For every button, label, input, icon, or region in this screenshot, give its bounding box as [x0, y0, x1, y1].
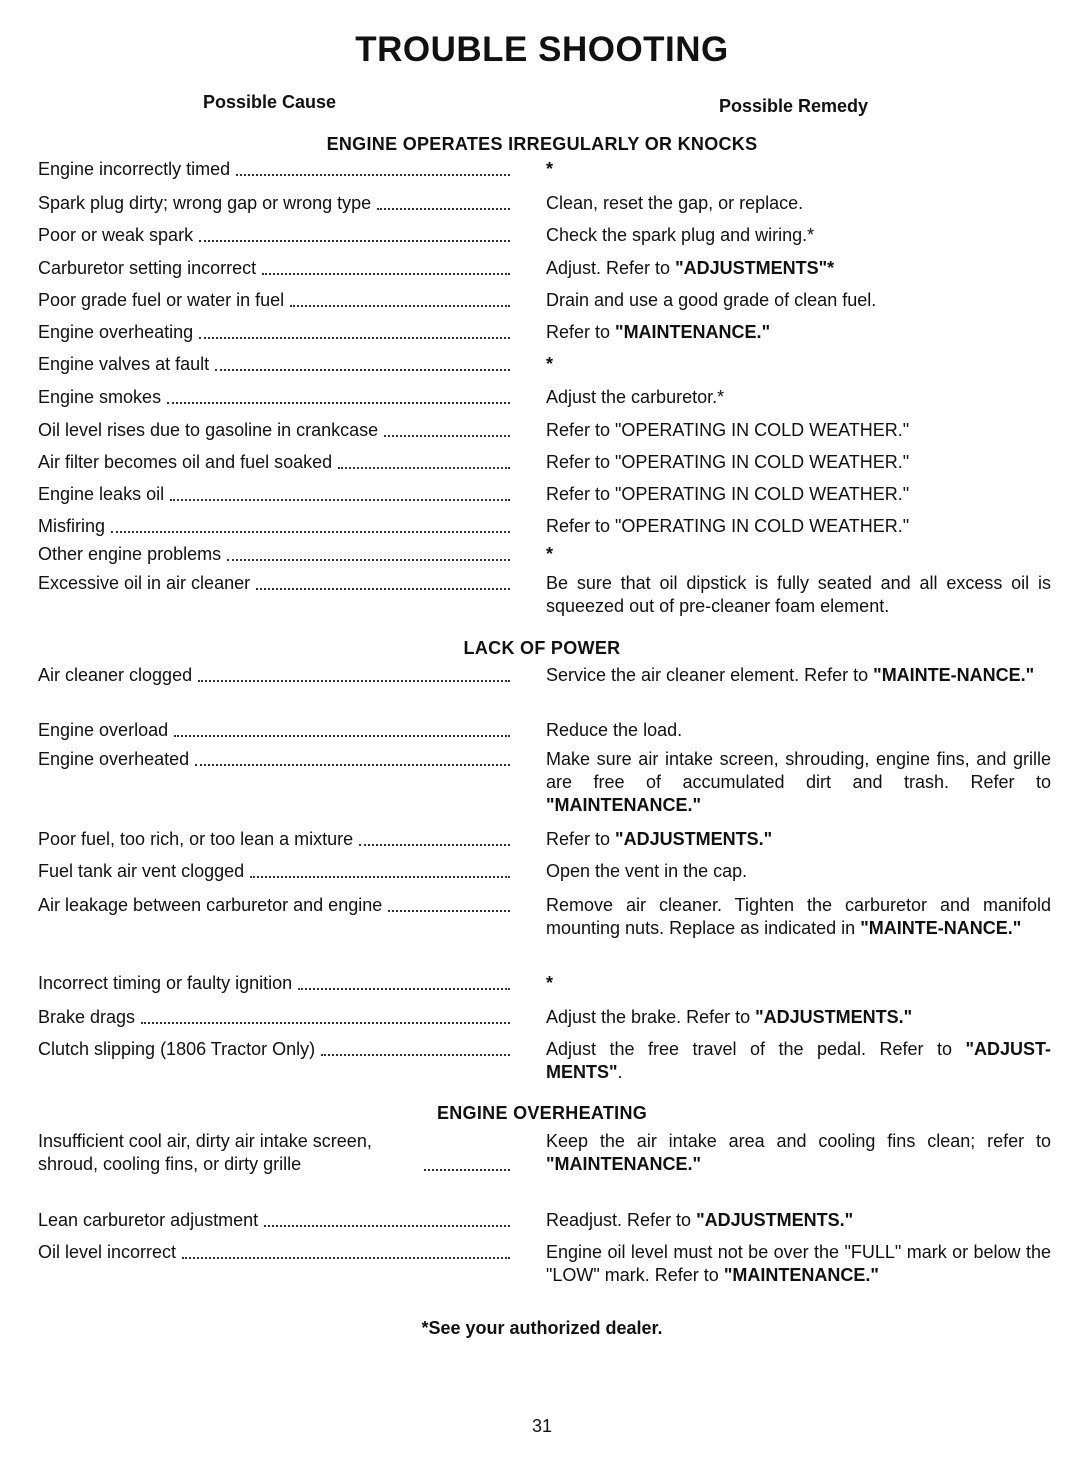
possible-remedy: [546, 451, 1051, 474]
possible-cause: [38, 289, 510, 312]
remedy-text: Adjust. Refer to: [546, 258, 676, 278]
cause-text: Air cleaner clogged: [38, 665, 193, 685]
possible-cause: [38, 828, 510, 851]
dot-leader: [338, 453, 510, 469]
dot-leader: [199, 226, 510, 242]
possible-remedy: [546, 386, 1051, 409]
remedy-text: Adjust the brake. Refer to: [546, 1007, 756, 1027]
dot-leader: [236, 160, 510, 176]
remedy-text: Refer to "OPERATING IN COLD WEATHER.": [546, 484, 910, 504]
dot-leader: [290, 291, 510, 307]
remedy-text: *: [546, 973, 554, 993]
dot-leader: [195, 750, 510, 766]
cause-text: Engine overheating: [38, 322, 194, 342]
cause-text: Carburetor setting incorrect: [38, 258, 257, 278]
possible-remedy: [546, 860, 1051, 883]
cause-text: Air leakage between carburetor and engine: [38, 895, 383, 915]
possible-remedy: [546, 224, 1051, 247]
dot-leader: [321, 1040, 510, 1056]
possible-remedy: [546, 257, 1051, 280]
possible-cause: [38, 353, 510, 376]
possible-remedy: [546, 289, 1051, 312]
dot-leader: [170, 485, 510, 501]
possible-cause: [38, 158, 510, 181]
possible-cause: [38, 483, 510, 506]
possible-cause: [38, 224, 510, 247]
possible-cause: [38, 1209, 510, 1232]
remedy-text: Open the vent in the cap.: [546, 861, 748, 881]
header-possible-remedy: Possible Remedy: [719, 96, 869, 116]
possible-cause: [38, 321, 510, 344]
remedy-text: Refer to "OPERATING IN COLD WEATHER.": [546, 420, 910, 440]
cause-text: Poor fuel, too rich, or too lean a mixture: [38, 829, 354, 849]
possible-cause: [38, 894, 510, 917]
footnote: *See your authorized dealer.: [421, 1318, 663, 1338]
possible-remedy: [546, 972, 1051, 995]
remedy-text: Remove air cleaner. Tighten the carburetor and manifold mounting nuts. Replace as indicated in: [546, 895, 1051, 938]
possible-remedy: [546, 664, 1051, 687]
remedy-text: Be sure that oil dipstick is fully seated and all excess oil is squeezed out of pre-cleaner foam element.: [546, 573, 1051, 616]
possible-cause: [38, 972, 510, 995]
possible-cause: [38, 748, 510, 771]
possible-remedy: [546, 353, 1051, 376]
cause-text: Air filter becomes oil and fuel soaked: [38, 452, 333, 472]
possible-cause: [38, 860, 510, 883]
remedy-text: Refer to "OPERATING IN COLD WEATHER.": [546, 452, 910, 472]
possible-cause: [38, 257, 510, 280]
remedy-text: Refer to "OPERATING IN COLD WEATHER.": [546, 516, 910, 536]
dot-leader: [167, 388, 510, 404]
cause-text: Engine overheated: [38, 749, 190, 769]
remedy-text: Keep the air intake area and cooling fins clean; refer to: [546, 1131, 1051, 1151]
possible-remedy: [546, 158, 1051, 181]
possible-remedy: [546, 192, 1051, 215]
dot-leader: [141, 1008, 510, 1024]
possible-remedy: [546, 748, 1051, 817]
possible-remedy: [546, 719, 1051, 742]
dot-leader: [298, 974, 510, 990]
cause-text: Spark plug dirty; wrong gap or wrong type: [38, 193, 372, 213]
possible-remedy: [546, 572, 1051, 618]
possible-cause: [38, 543, 510, 566]
remedy-text: Reduce the load.: [546, 720, 683, 740]
possible-cause: [38, 1006, 510, 1029]
remedy-text: Engine oil level must not be over the "FULL" mark or below the "LOW" mark. Refer to: [546, 1242, 1051, 1285]
cause-text: Poor grade fuel or water in fuel: [38, 290, 285, 310]
cause-text: Engine overload: [38, 720, 169, 740]
dot-leader: [384, 421, 510, 437]
dot-leader: [215, 355, 510, 371]
remedy-reference: "ADJUSTMENTS.": [755, 1007, 913, 1027]
dot-leader: [111, 517, 510, 533]
cause-text: Incorrect timing or faulty ignition: [38, 973, 293, 993]
possible-remedy: [546, 1130, 1051, 1176]
cause-text: Oil level incorrect: [38, 1242, 177, 1262]
remedy-text: *: [546, 544, 554, 564]
dot-leader: [182, 1243, 510, 1259]
cause-text: Engine incorrectly timed: [38, 159, 231, 179]
header-possible-cause: Possible Cause: [203, 92, 337, 112]
dot-leader: [388, 896, 510, 912]
remedy-text: Drain and use a good grade of clean fuel.: [546, 290, 877, 310]
possible-cause: [38, 572, 510, 595]
remedy-reference: "ADJUSTMENTS.": [696, 1210, 854, 1230]
remedy-reference: "ADJUSTMENTS.": [615, 829, 773, 849]
remedy-text: Adjust the carburetor.*: [546, 387, 725, 407]
dot-leader: [424, 1155, 510, 1171]
remedy-text: Make sure air intake screen, shrouding, engine fins, and grille are free of accumulated dirt and trash. Refer to: [546, 749, 1051, 792]
section-heading: ENGINE OPERATES IRREGULARLY OR KNOCKS: [326, 134, 758, 154]
cause-text: Engine leaks oil: [38, 484, 165, 504]
remedy-reference: "MAINTE-NANCE.": [873, 665, 1035, 685]
cause-text: Engine smokes: [38, 387, 162, 407]
remedy-text: Check the spark plug and wiring.*: [546, 225, 815, 245]
possible-cause: [38, 451, 510, 474]
possible-cause: [38, 192, 510, 215]
possible-cause: [38, 1130, 510, 1176]
remedy-text: Clean, reset the gap, or replace.: [546, 193, 804, 213]
remedy-reference: "MAINTENANCE.": [615, 322, 771, 342]
section-heading: LACK OF POWER: [463, 638, 621, 658]
remedy-text: Adjust the free travel of the pedal. Refer to: [546, 1039, 966, 1059]
possible-cause: [38, 386, 510, 409]
remedy-reference: "MAINTENANCE.": [723, 1265, 879, 1285]
remedy-text: *: [546, 159, 554, 179]
dot-leader: [174, 721, 510, 737]
possible-remedy: [546, 483, 1051, 506]
possible-cause: [38, 1038, 510, 1061]
cause-text: Poor or weak spark: [38, 225, 194, 245]
possible-remedy: [546, 419, 1051, 442]
cause-text: Lean carburetor adjustment: [38, 1210, 259, 1230]
possible-remedy: [546, 1038, 1051, 1084]
possible-remedy: [546, 1209, 1051, 1232]
cause-text: Misfiring: [38, 516, 106, 536]
possible-cause: [38, 664, 510, 687]
possible-remedy: [546, 1006, 1051, 1029]
possible-remedy: [546, 543, 1051, 566]
possible-remedy: [546, 515, 1051, 538]
cause-text: Other engine problems: [38, 544, 222, 564]
remedy-text: *: [546, 354, 554, 374]
remedy-reference: "ADJUST-MENTS": [546, 1039, 1051, 1082]
remedy-text: Refer to: [546, 829, 616, 849]
possible-remedy: [546, 828, 1051, 851]
dot-leader: [256, 574, 510, 590]
possible-cause: [38, 719, 510, 742]
remedy-text: Service the air cleaner element. Refer to: [546, 665, 874, 685]
possible-remedy: [546, 1241, 1051, 1287]
remedy-text: .: [617, 1062, 623, 1082]
cause-text: Engine valves at fault: [38, 354, 210, 374]
cause-text: Clutch slipping (1806 Tractor Only): [38, 1039, 316, 1059]
remedy-reference: "MAINTE-NANCE.": [860, 918, 1022, 938]
remedy-reference: "MAINTENANCE.": [546, 795, 702, 815]
dot-leader: [377, 194, 510, 210]
possible-remedy: [546, 321, 1051, 344]
dot-leader: [198, 666, 510, 682]
remedy-text: Readjust. Refer to: [546, 1210, 697, 1230]
possible-remedy: [546, 894, 1051, 940]
dot-leader: [250, 862, 510, 878]
dot-leader: [199, 323, 510, 339]
dot-leader: [227, 545, 510, 561]
possible-cause: [38, 515, 510, 538]
remedy-reference: "MAINTENANCE.": [546, 1154, 702, 1174]
dot-leader: [359, 830, 510, 846]
cause-text: Insufficient cool air, dirty air intake screen, shroud, cooling fins, or dirty grille: [38, 1131, 372, 1174]
possible-cause: [38, 419, 510, 442]
cause-text: Excessive oil in air cleaner: [38, 573, 251, 593]
page-number: 31: [531, 1416, 553, 1436]
dot-leader: [264, 1211, 510, 1227]
remedy-text: Refer to: [546, 322, 616, 342]
remedy-reference: "ADJUSTMENTS"*: [675, 258, 835, 278]
cause-text: Fuel tank air vent clogged: [38, 861, 245, 881]
page-title: TROUBLE SHOOTING: [355, 30, 729, 69]
cause-text: Oil level rises due to gasoline in crankcase: [38, 420, 379, 440]
dot-leader: [262, 259, 510, 275]
cause-text: Brake drags: [38, 1007, 136, 1027]
section-heading: ENGINE OVERHEATING: [436, 1103, 648, 1123]
possible-cause: [38, 1241, 510, 1264]
